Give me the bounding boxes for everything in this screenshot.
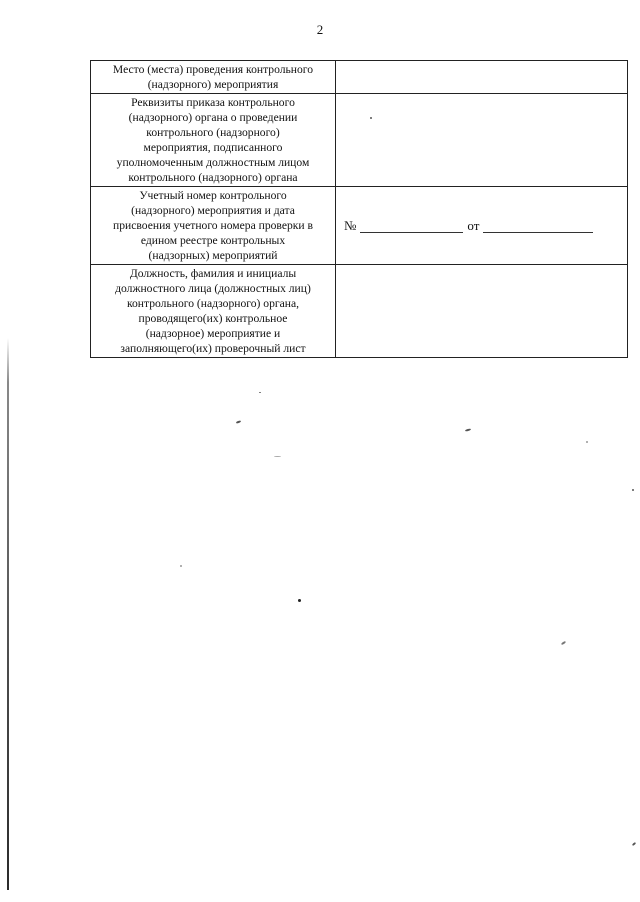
table-row [91, 265, 628, 358]
scan-edge-shadow [7, 338, 9, 890]
row-value-location[interactable] [336, 61, 628, 94]
scan-speck [259, 392, 261, 393]
scan-speck [632, 489, 634, 491]
row-value-official-name[interactable] [336, 265, 628, 358]
scan-speck [586, 441, 588, 443]
scan-speck [298, 599, 301, 602]
scan-speck [370, 117, 372, 119]
scan-speck [180, 565, 182, 567]
table-row [91, 61, 628, 94]
table-row [91, 187, 628, 265]
scan-speck [236, 420, 241, 424]
row-label-location: Место (места) проведения контрольного (надзорного) мероприятия [91, 61, 336, 94]
page-number: 2 [316, 22, 324, 37]
scan-speck [465, 428, 471, 431]
row-label-registration-number: Учетный номер контрольного (надзорного) мероприятия и дата присвоения учетного номера проверки в едином реестре контрольных (надзорных) мероприятий [91, 187, 336, 265]
registration-date-blank[interactable] [483, 220, 593, 233]
row-label-official-name: Должность, фамилия и инициалы должностного лица (должностных лиц) контрольного (надзорного) органа, проводящего(их) контрольное (надзорное) мероприятие и заполняющего(их) проверочный лист [91, 265, 336, 358]
row-label-order-details: Реквизиты приказа контрольного (надзорного) органа о проведении контрольного (надзорного) мероприятия, подписанного уполномоченным должностным лицом контрольного (надзорного) органа [91, 94, 336, 187]
scan-speck [632, 842, 636, 846]
registration-number-blank[interactable] [360, 220, 463, 233]
scan-speck [561, 641, 566, 646]
row-value-order-details[interactable] [336, 94, 628, 187]
row-value-registration-number[interactable] [336, 187, 628, 265]
checklist-form-table [90, 60, 628, 358]
table-row [91, 94, 628, 187]
date-prefix: от [467, 218, 480, 233]
registration-number-line [344, 218, 619, 233]
number-sign: № [344, 218, 357, 233]
scan-speck [274, 456, 281, 457]
